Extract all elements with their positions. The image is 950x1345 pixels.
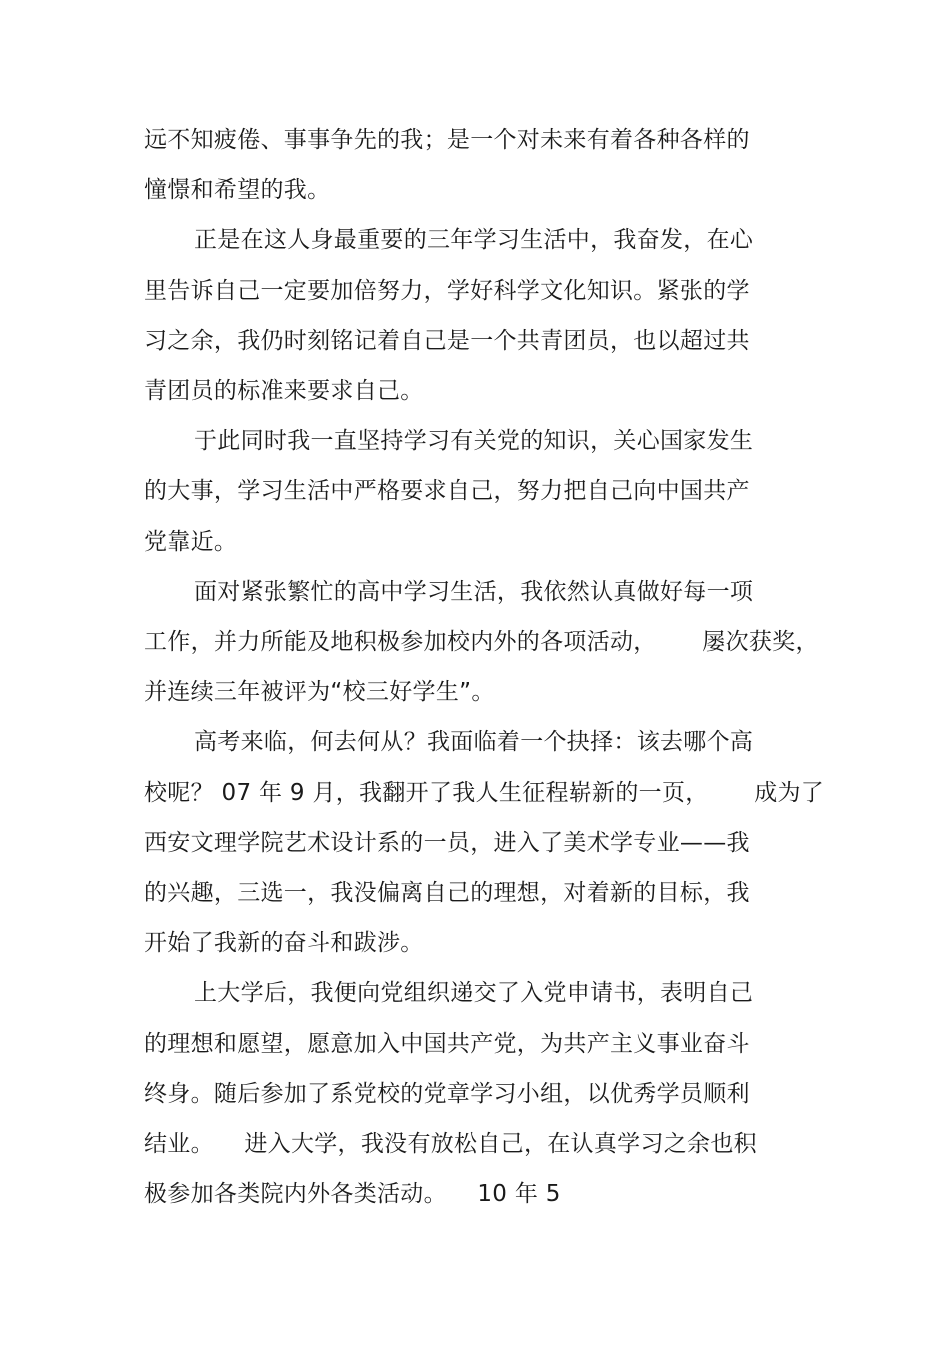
- text-line: 终身。随后参加了系党校的党章学习小组，以优秀学员顺利: [144, 1080, 750, 1107]
- text-line: 憧憬和希望的我。: [144, 177, 331, 204]
- text-line: 面对紧张繁忙的高中学习生活，我依然认真做好每一项: [194, 578, 754, 605]
- text-line: 里告诉自己一定要加倍努力，学好科学文化知识。紧张的学: [144, 277, 750, 304]
- text-line: 极参加各类院内外各类活动。 10 年 5: [144, 1181, 561, 1208]
- text-line: 的兴趣，三选一，我没偏离自己的理想，对着新的目标，我: [144, 880, 750, 906]
- text-line: 结业。 进入大学，我没有放松自己，在认真学习之余也积: [144, 1131, 757, 1157]
- text-line: 上大学后，我便向党组织递交了入党申请书，表明自己: [194, 980, 754, 1007]
- text-line: 高考来临，何去何从？我面临着一个抉择：该去哪个高: [194, 729, 754, 756]
- text-line: 校呢？ 07 年 9 月，我翻开了我人生征程崭新的一页， 成为了: [144, 779, 825, 806]
- text-line: 西安文理学院艺术设计系的一员，进入了美术学专业——我: [144, 829, 750, 856]
- text-line: 的理想和愿望，愿意加入中国共产党，为共产主义事业奋斗: [144, 1030, 750, 1057]
- text-line: 青团员的标准来要求自己。: [144, 378, 424, 404]
- text-line: 远不知疲倦、事事争先的我；是一个对未来有着各种各样的: [144, 127, 750, 153]
- text-line: 的大事，学习生活中严格要求自己，努力把自己向中国共产: [144, 478, 750, 505]
- text-line: 正是在这人身最重要的三年学习生活中，我奋发，在心: [194, 227, 754, 254]
- text-line: 党靠近。: [144, 528, 238, 555]
- text-line: 并连续三年被评为“校三好学生”。: [144, 679, 495, 706]
- text-line: 于此同时我一直坚持学习有关党的知识，关心国家发生: [194, 428, 754, 455]
- text-line: 习之余，我仍时刻铭记着自己是一个共青团员，也以超过共: [144, 327, 750, 354]
- text-line: 工作，并力所能及地积极参加校内外的各项活动， 屡次获奖，: [144, 629, 819, 655]
- text-line: 开始了我新的奋斗和跋涉。: [144, 930, 424, 957]
